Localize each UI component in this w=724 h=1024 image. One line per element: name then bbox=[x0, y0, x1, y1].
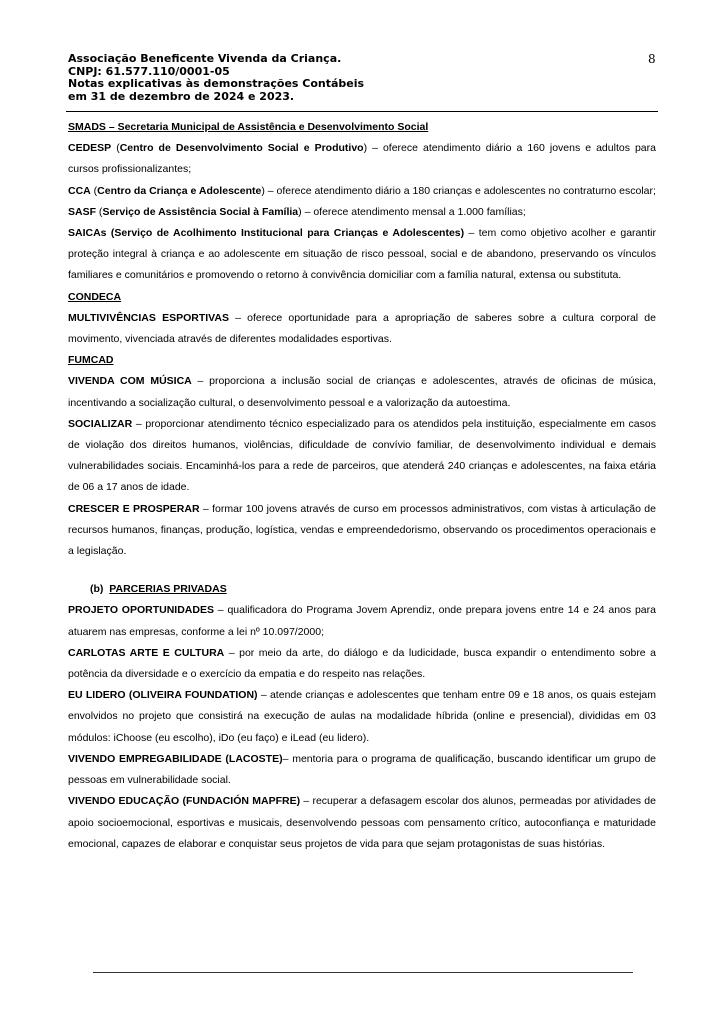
header-date: em 31 de dezembro de 2024 e 2023. bbox=[68, 89, 295, 103]
paragraph-vivendo-empregabilidade: VIVENDO EMPREGABILIDADE (LACOSTE)– mentoria para o programa de qualificação, buscando identificar um grupo de pessoas em vulnerabilidade social. bbox=[68, 752, 657, 787]
section-heading-fumcad: FUMCAD bbox=[68, 354, 114, 367]
paragraph-multivivencias: MULTIVIVÊNCIAS ESPORTIVAS – oferece oportunidade para a apropriação de saberes sobre a cultura corporal de movimento, vivenciada através de diferentes modalidades esportivas. bbox=[68, 311, 656, 346]
section-heading-condeca: CONDECA bbox=[68, 290, 122, 303]
header-notes-title: Notas explicativas às demonstrações Contábeis bbox=[68, 77, 365, 90]
page-number: 8 bbox=[648, 52, 656, 66]
paragraph-cedesp: CEDESP (Centro de Desenvolvimento Social e Produtivo) – oferece atendimento diário a 160 jovens e adultos para cursos profissionalizantes; bbox=[68, 142, 656, 176]
paragraph-projeto-oportunidades: PROJETO OPORTUNIDADES – qualificadora do Programa Jovem Aprendiz, onde prepara jovens entre 14 e 24 anos para atuarem nas empresas, conforme a lei nº 10.097/2000; bbox=[68, 604, 656, 638]
paragraph-eu-lidero: EU LIDERO (OLIVEIRA FOUNDATION) – atende crianças e adolescentes que tenham entre 09 e 18 anos, os quais estejam envolvidos no projeto que consistirá na execução de aulas na modalidade híbrida (online e presencial), divididas em 03 módulos: iChoose (eu escolho), iDo (eu faço) e iLead (eu lidero). bbox=[68, 689, 657, 744]
subsection-heading-parcerias: (b) PARCERIAS PRIVADAS bbox=[90, 583, 227, 596]
section-spacer bbox=[68, 562, 656, 579]
paragraph-vivendo-educacao: VIVENDO EDUCAÇÃO (FUNDACIÓN MAPFRE) – recuperar a defasagem escolar dos alunos, permeadas por atividades de apoio socioemocional, esportivas e musicais, desenvolvendo pessoas com pensamento crítico, autoconfiança e maturidade emocional, capazes de elaborar e conquistar seus projetos de vida para que sejam protagonistas de suas histórias. bbox=[68, 795, 656, 850]
paragraph-vivenda-com-musica: VIVENDA COM MÚSICA – proporciona a inclusão social de crianças e adolescentes, através de oficinas de música, incentivando a socialização cultural, o desenvolvimento pessoal e a valorização da autoestima. bbox=[68, 375, 656, 409]
paragraph-carlotas: CARLOTAS ARTE E CULTURA – por meio da arte, do diálogo e da ludicidade, busca expandir o entendimento sobre a potência da diversidade e o exercício da empatia e do respeito nas relações. bbox=[68, 646, 656, 681]
footer-divider bbox=[93, 972, 633, 973]
header-cnpj: CNPJ: 61.577.110/0001-05 bbox=[68, 64, 230, 78]
paragraph-cca: CCA (Centro da Criança e Adolescente) – oferece atendimento diário a 180 crianças e adolescentes no contraturno escolar; bbox=[68, 184, 656, 197]
paragraph-crescer-e-prosperar: CRESCER E PROSPERAR – formar 100 jovens através de curso em processos administrativos, com vistas à articulação de recursos humanos, finanças, produção, logística, vendas e empreendedorismo, observando os procedimentos operacionais e a legislação. bbox=[68, 502, 656, 558]
document-header bbox=[68, 53, 658, 103]
header-divider bbox=[66, 111, 658, 112]
document-body bbox=[68, 117, 656, 855]
paragraph-saicas: SAICAs (Serviço de Acolhimento Institucional para Crianças e Adolescentes) – tem como objetivo acolher e garantir proteção integral à criança e ao adolescente em situação de risco pessoal, social e de abandono, preservando os vínculos familiares e comunitários e promovendo o retorno à convivência domiciliar com a família natural, extensa ou substituta. bbox=[68, 227, 656, 282]
paragraph-socializar: SOCIALIZAR – proporcionar atendimento técnico especializado para os atendidos pela instituição, especialmente em casos de violação dos direitos humanos, violências, dificuldade de convívio familiar, de desenvolvimento individual e demais vulnerabilidades sociais. Encaminhá-los para a rede de parceiros, que atenderá 240 crianças e adolescentes, na faixa etária de 06 a 17 anos de idade. bbox=[68, 417, 656, 494]
header-organization: Associação Beneficente Vivenda da Criança. bbox=[68, 52, 342, 65]
section-heading-smads: SMADS – Secretaria Municipal de Assistência e Desenvolvimento Social bbox=[68, 121, 429, 133]
paragraph-sasf: SASF (Serviço de Assistência Social à Família) – oferece atendimento mensal a 1.000 famílias; bbox=[68, 205, 526, 218]
